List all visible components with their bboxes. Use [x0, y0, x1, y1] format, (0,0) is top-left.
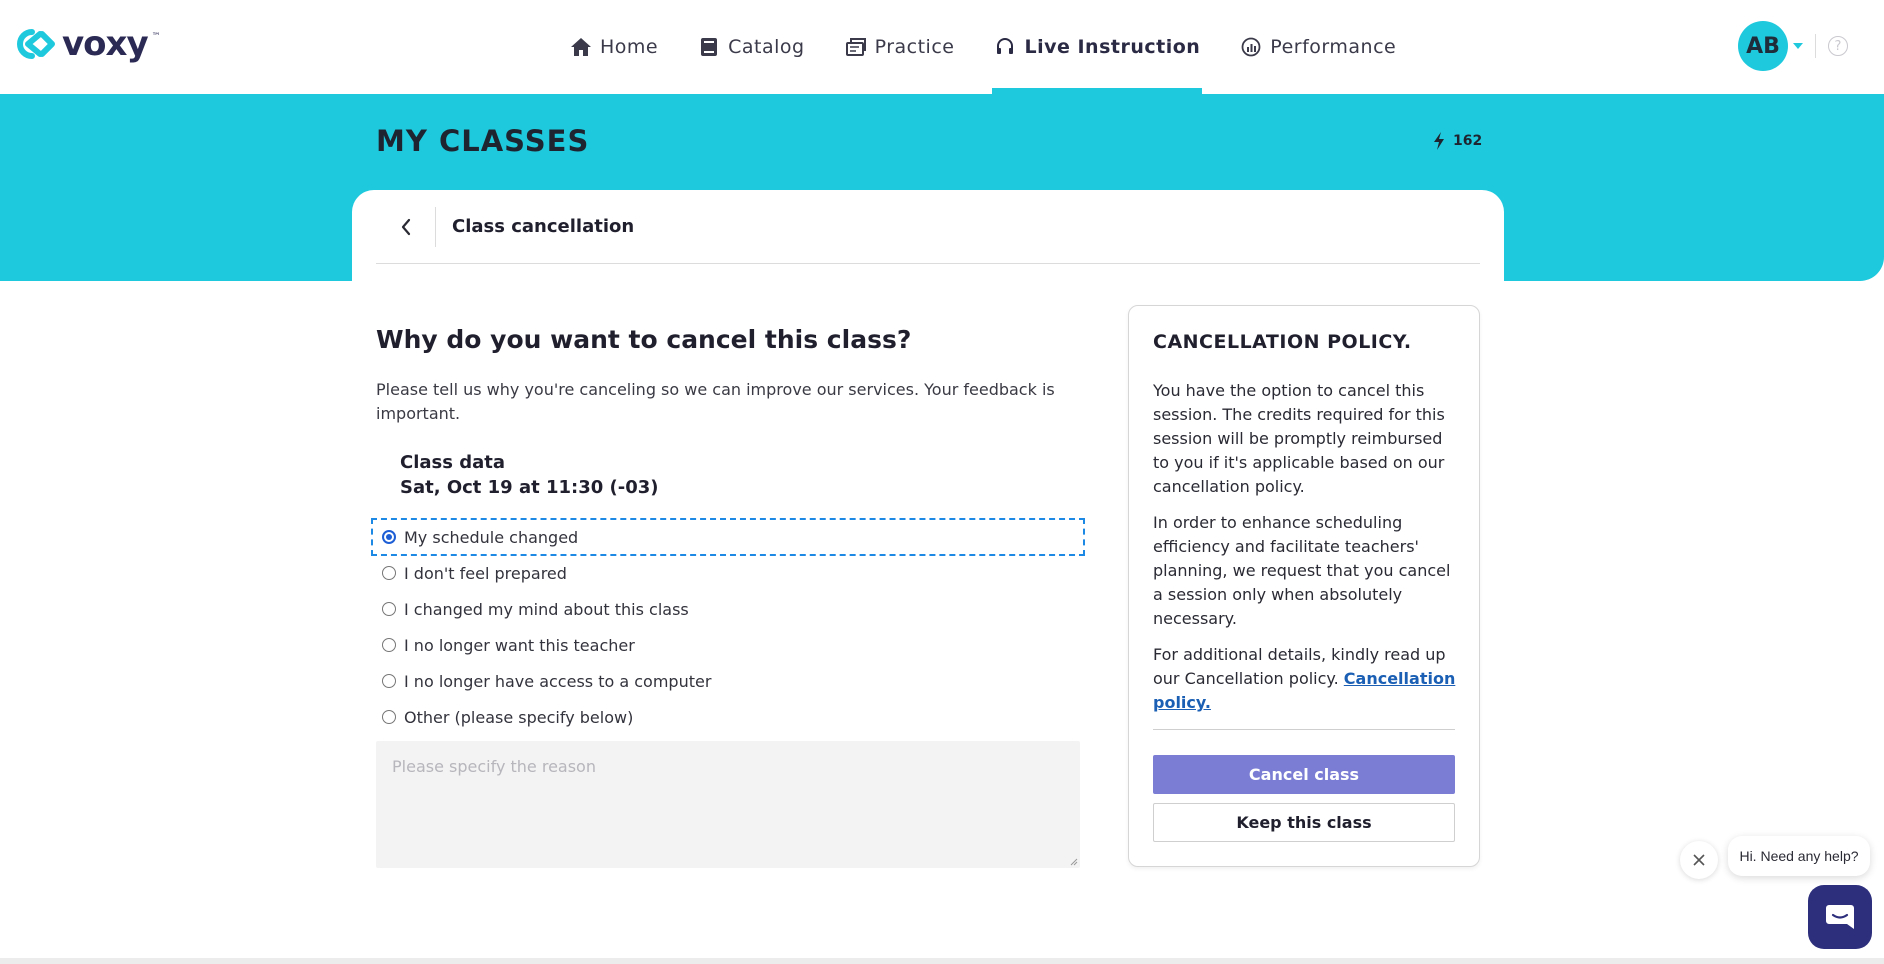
page-title: MY CLASSES	[376, 124, 590, 158]
reason-radio-group	[372, 519, 1084, 735]
nav-label-practice: Practice	[874, 36, 955, 58]
nav-item-performance[interactable]	[1220, 0, 1416, 94]
points-indicator	[1433, 132, 1482, 150]
keep-class-button[interactable]: Keep this class	[1153, 803, 1455, 842]
nav-label-performance: Performance	[1270, 36, 1397, 58]
chat-greeting-bubble[interactable]: Hi. Need any help?	[1728, 836, 1870, 876]
card-header	[376, 190, 1480, 264]
chat-close-button[interactable]	[1680, 841, 1718, 879]
reason-label: I changed my mind about this class	[404, 599, 689, 619]
policy-paragraph: In order to enhance scheduling efficiency and facilitate teachers' planning, we request that you cancel a session only when absolutely necessary.	[1153, 513, 1451, 628]
nav-label-home: Home	[600, 36, 659, 58]
chevron-left-icon	[400, 218, 412, 236]
reason-option[interactable]	[372, 699, 1084, 735]
radio-button[interactable]	[382, 638, 396, 652]
cancellation-policy-link[interactable]: Cancellation policy.	[1153, 669, 1456, 712]
reason-option[interactable]	[372, 627, 1084, 663]
policy-paragraph: You have the option to cancel this session. The credits required for this session will be promptly reimbursed to you if it's applicable based on our cancellation policy.	[1153, 381, 1445, 496]
nav-label-live-instruction: Live Instruction	[1024, 36, 1201, 58]
voxy-logo[interactable]	[12, 24, 161, 64]
radio-button[interactable]	[382, 566, 396, 580]
bottom-divider	[0, 958, 1884, 964]
voxy-logo-icon	[12, 28, 58, 60]
help-icon[interactable]: ?	[1828, 36, 1848, 56]
reason-option[interactable]	[372, 555, 1084, 591]
back-button[interactable]	[376, 207, 436, 247]
brand-trademark: ™	[151, 32, 161, 42]
points-value: 162	[1453, 133, 1483, 149]
policy-paragraph	[1153, 643, 1459, 715]
cancel-class-button[interactable]: Cancel class	[1153, 755, 1455, 794]
cancel-question-description: Please tell us why you're canceling so we can improve our services. Your feedback is important.	[376, 380, 1055, 423]
cancellation-policy-panel	[1128, 305, 1480, 867]
nav-label-catalog: Catalog	[728, 36, 805, 58]
close-icon	[1693, 854, 1705, 866]
reason-label: My schedule changed	[404, 527, 579, 547]
reason-label: I no longer have access to a computer	[404, 671, 712, 691]
reason-option[interactable]	[372, 519, 1084, 555]
policy-divider	[1153, 729, 1455, 730]
radio-button[interactable]	[382, 530, 396, 544]
nav-item-practice[interactable]	[825, 0, 975, 94]
nav-item-catalog[interactable]	[678, 0, 824, 94]
radio-button[interactable]	[382, 602, 396, 616]
class-data-label: Class data	[400, 452, 506, 473]
reason-textarea[interactable]	[376, 741, 1080, 868]
avatar-caret-icon[interactable]	[1793, 43, 1803, 49]
reason-option[interactable]	[372, 591, 1084, 627]
top-navigation	[0, 0, 1884, 94]
chat-launcher-button[interactable]	[1808, 885, 1872, 949]
policy-details-text: For additional details, kindly read up our Cancellation policy.	[1153, 645, 1446, 688]
headset-icon	[994, 36, 1016, 58]
reason-label: Other (please specify below)	[404, 707, 634, 727]
nav-item-home[interactable]	[550, 0, 678, 94]
reason-label: I no longer want this teacher	[404, 635, 635, 655]
class-date: Sat, Oct 19 at 11:30 (-03)	[400, 477, 659, 498]
lightning-icon	[1433, 132, 1445, 150]
card-title: Class cancellation	[452, 216, 635, 237]
cancel-question-heading: Why do you want to cancel this class?	[376, 325, 912, 354]
nav-item-live-instruction[interactable]	[974, 0, 1220, 94]
resize-grip-icon[interactable]	[1068, 856, 1078, 866]
avatar[interactable]: AB	[1738, 21, 1788, 71]
main-nav	[550, 0, 1416, 94]
reason-label: I don't feel prepared	[404, 563, 567, 583]
nav-divider	[1815, 34, 1816, 58]
reason-option[interactable]	[372, 663, 1084, 699]
book-icon	[698, 36, 720, 58]
radio-button[interactable]	[382, 674, 396, 688]
practice-icon	[845, 36, 867, 58]
chart-icon	[1240, 36, 1262, 58]
home-icon	[570, 36, 592, 58]
brand-name: voxy	[62, 24, 148, 64]
policy-title: CANCELLATION POLICY.	[1153, 331, 1412, 353]
chat-icon	[1825, 903, 1855, 931]
radio-button[interactable]	[382, 710, 396, 724]
